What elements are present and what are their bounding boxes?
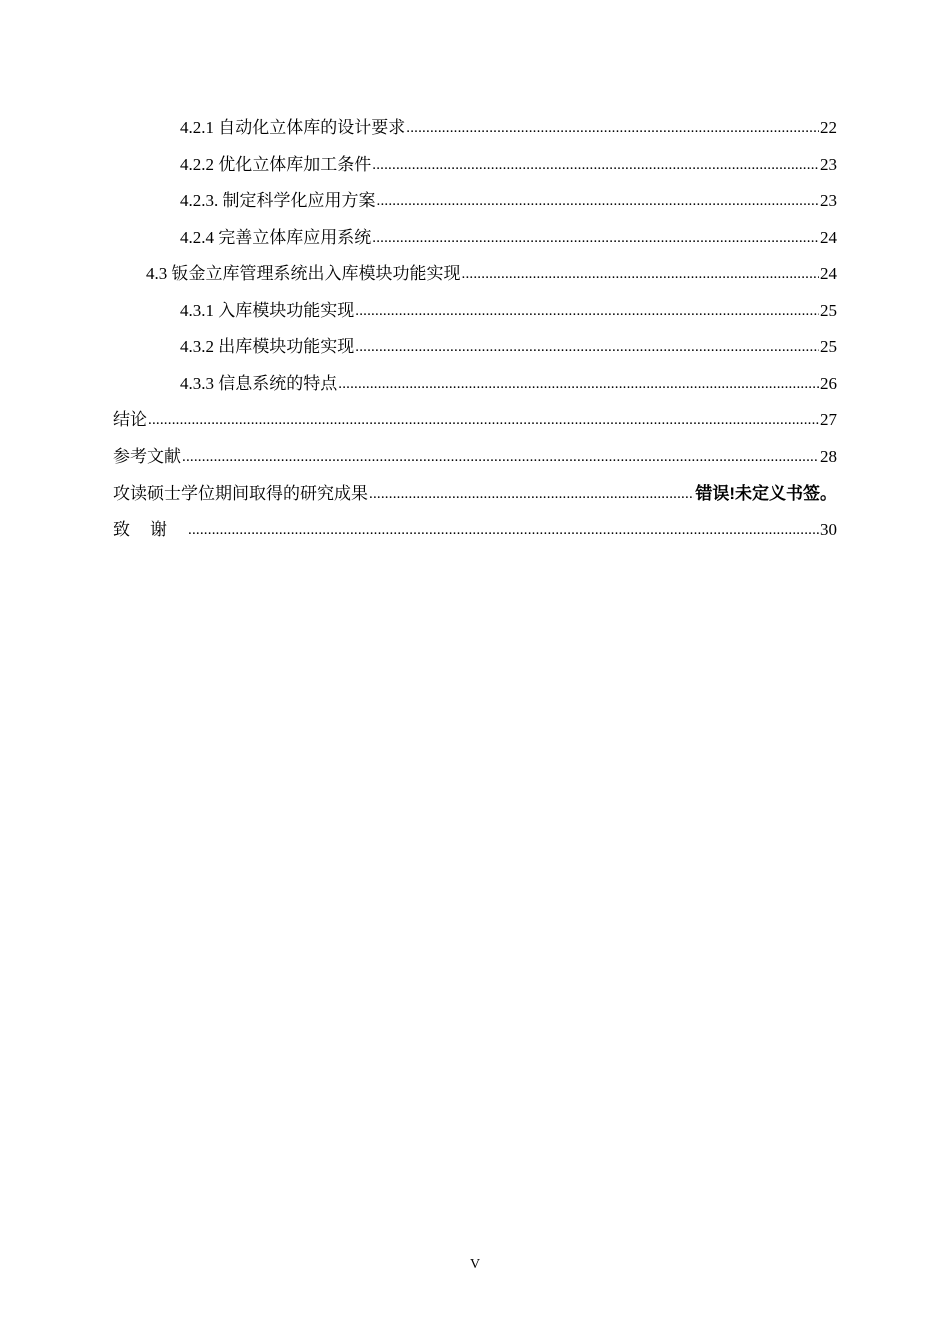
- toc-page-number: 26: [820, 374, 837, 393]
- toc-page-number: 24: [820, 264, 837, 283]
- toc-dot-leader: [369, 484, 694, 504]
- toc-entry-title: 4.2.2 优化立体库加工条件: [180, 155, 372, 174]
- toc-entry-title: 4.2.1 自动化立体库的设计要求: [180, 118, 406, 137]
- toc-entry-title: 4.3.3 信息系统的特点: [180, 374, 338, 393]
- toc-entry-4-2-2[interactable]: [180, 151, 837, 175]
- toc-entry-research-achievements[interactable]: [113, 480, 837, 504]
- toc-dot-leader: [188, 520, 819, 540]
- toc-entry-title: 参考文献: [113, 447, 181, 466]
- toc-entry-title: 4.3.2 出库模块功能实现: [180, 337, 355, 356]
- toc-entry-title: 4.2.4 完善立体库应用系统: [180, 228, 372, 247]
- toc-page-number: 25: [820, 337, 837, 356]
- toc-entry-references[interactable]: [113, 443, 837, 467]
- toc-dot-leader: [377, 191, 820, 211]
- toc-entry-title: 结论: [113, 410, 147, 429]
- toc-dot-leader: [182, 447, 819, 467]
- toc-page-number: 30: [820, 520, 837, 539]
- toc-entry-conclusion[interactable]: [113, 406, 837, 430]
- toc-dot-leader: [355, 301, 819, 321]
- toc-dot-leader: [406, 118, 819, 138]
- toc-dot-leader: [462, 264, 820, 284]
- toc-dot-leader: [372, 228, 819, 248]
- toc-entry-title: 致谢: [113, 520, 187, 539]
- toc-bookmark-error: 错误!未定义书签。: [695, 484, 837, 503]
- toc-entry-4-3-3[interactable]: [180, 370, 837, 394]
- toc-page-number: 25: [820, 301, 837, 320]
- toc-entry-4-2-1[interactable]: [180, 114, 837, 138]
- toc-entry-title: 4.3 钣金立库管理系统出入库模块功能实现: [146, 264, 461, 283]
- toc-page-number: 23: [820, 191, 837, 210]
- toc-page-number: 27: [820, 410, 837, 429]
- toc-dot-leader: [148, 410, 819, 430]
- toc-entry-4-3-2[interactable]: [180, 333, 837, 357]
- toc-dot-leader: [355, 337, 819, 357]
- toc-dot-leader: [338, 374, 819, 394]
- toc-entry-title: 4.3.1 入库模块功能实现: [180, 301, 355, 320]
- toc-page-number: 24: [820, 228, 837, 247]
- toc-page-number: 23: [820, 155, 837, 174]
- toc-page-number: 22: [820, 118, 837, 137]
- toc-entry-4-3[interactable]: [146, 260, 837, 284]
- toc-page-number: 28: [820, 447, 837, 466]
- toc-entry-4-2-4[interactable]: [180, 224, 837, 248]
- toc-dot-leader: [372, 155, 819, 175]
- toc-entry-4-2-3[interactable]: [180, 187, 837, 211]
- toc-entry-title: 攻读硕士学位期间取得的研究成果: [113, 484, 368, 503]
- toc-entry-4-3-1[interactable]: [180, 297, 837, 321]
- footer-page-number: V: [469, 1257, 481, 1272]
- toc-entry-acknowledgements[interactable]: [113, 516, 837, 540]
- toc-entry-title: 4.2.3. 制定科学化应用方案: [180, 191, 376, 210]
